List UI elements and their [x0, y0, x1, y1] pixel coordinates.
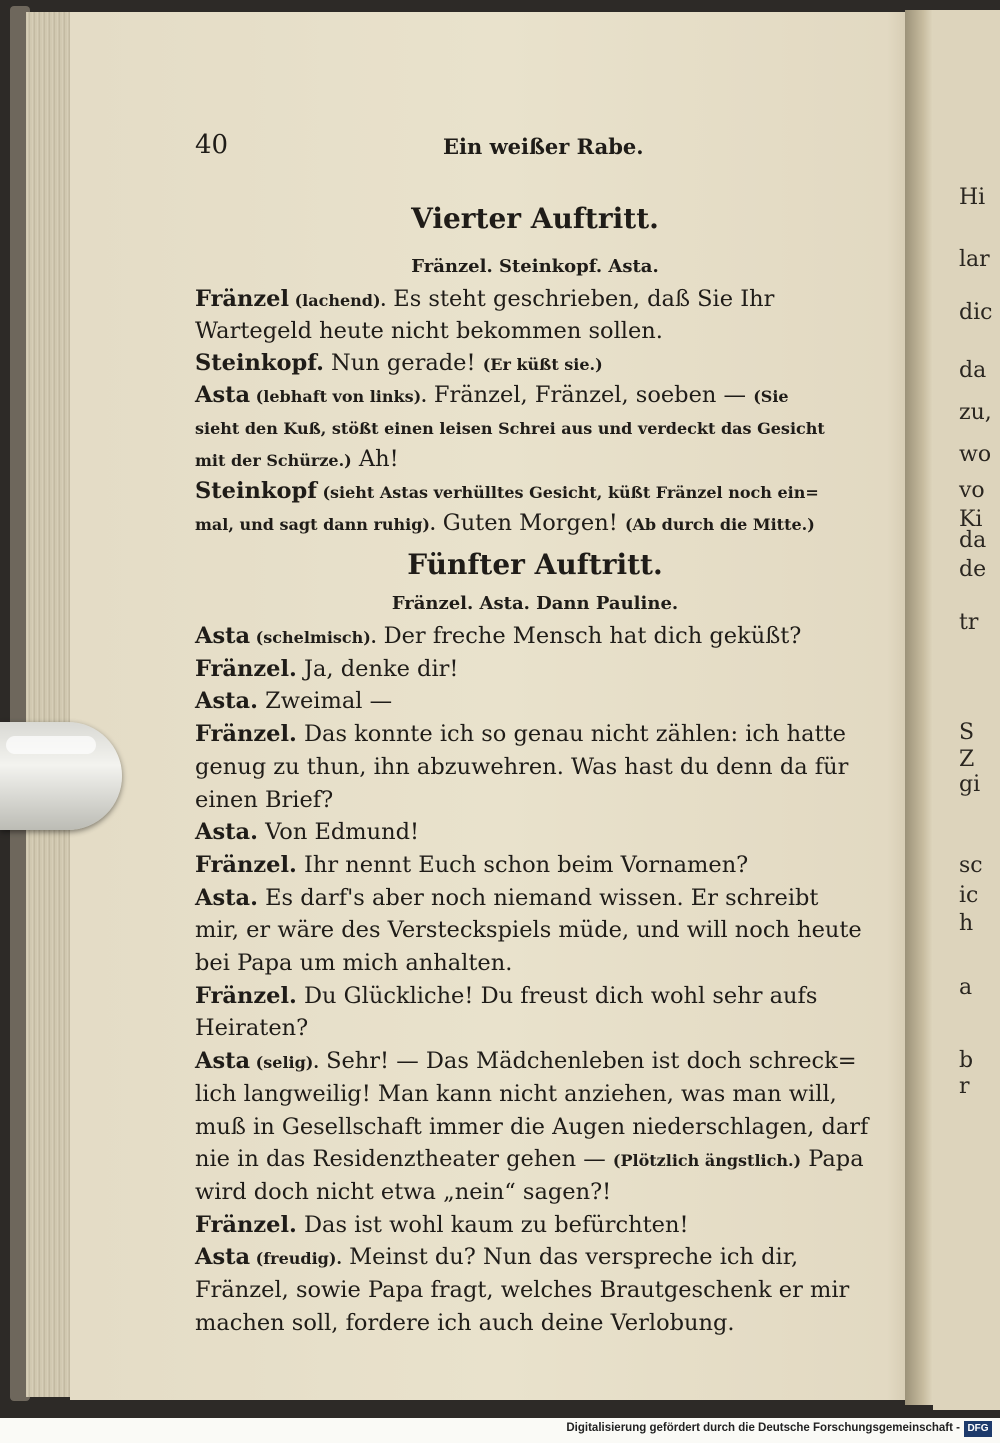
stage-direction: mal, und sagt dann ruhig).: [195, 515, 436, 534]
text-line: [195, 1146, 864, 1172]
running-title: Ein weißer Rabe.: [443, 134, 644, 159]
next-page-edge: [933, 10, 1000, 1410]
next-page-fragment: zu,: [959, 400, 992, 425]
text-line: [195, 1015, 308, 1041]
page-clip: [0, 722, 122, 830]
text-line: [195, 478, 819, 504]
text-line: [195, 446, 399, 472]
text-line: [195, 721, 846, 747]
text-line: [195, 286, 774, 312]
dialogue-text: Papa: [801, 1146, 864, 1173]
speaker-name: Asta: [195, 1244, 251, 1271]
next-page-fragment: Ki: [959, 507, 983, 532]
text-line: [195, 1310, 735, 1336]
text-line: [195, 1244, 798, 1270]
dialogue-text: Ah!: [351, 446, 399, 472]
stage-direction: mit der Schürze.): [195, 451, 352, 470]
footer-credit: Digitalisierung gefördert durch die Deutsche Forschungsgemeinschaft -: [566, 1422, 960, 1434]
book-gutter: [905, 10, 935, 1405]
dialogue-text: Meinst du? Nun das verspreche ich dir,: [341, 1244, 799, 1271]
text-line: [195, 688, 392, 714]
next-page-fragment: r: [959, 1074, 970, 1099]
dialogue-text: Nun gerade!: [323, 350, 483, 376]
next-page-fragment: da: [959, 358, 987, 383]
dialogue-text: Wartegeld heute nicht bekommen sollen.: [195, 318, 663, 344]
dialogue-text: Sehr! — Das Mädchenleben ist doch schreck=: [318, 1048, 857, 1075]
text-line: [195, 983, 817, 1009]
dialogue-text: einen Brief?: [195, 786, 334, 813]
page-edges: [26, 12, 76, 1397]
speaker-name: Asta: [195, 1048, 251, 1075]
stage-direction: (Er küßt sie.): [482, 355, 603, 374]
text-line: [195, 1277, 849, 1303]
text-line: [195, 1048, 857, 1074]
dialogue-text: wird doch nicht etwa „nein“ sagen?!: [195, 1178, 612, 1205]
stage-direction: (lachend).: [289, 291, 387, 310]
dialogue-text: Guten Morgen!: [435, 510, 625, 536]
stage-direction: (schelmisch).: [250, 628, 377, 647]
text-line: [195, 350, 603, 376]
text-line: [195, 852, 748, 878]
text-line: [195, 1081, 837, 1107]
text-line: [195, 754, 848, 780]
next-page-fragment: da: [959, 528, 987, 553]
dialogue-text: lich langweilig! Man kann nicht anziehen, was man will,: [195, 1080, 837, 1107]
scene-4-title: Vierter Auftritt.: [411, 202, 659, 235]
text-line: [195, 414, 825, 440]
dialogue-text: machen soll, fordere ich auch deine Verlobung.: [195, 1309, 735, 1336]
stage-direction: (sieht Astas verhülltes Gesicht, küßt Fränzel noch ein=: [316, 483, 819, 502]
scene-4-cast: Fränzel. Steinkopf. Asta.: [411, 256, 659, 277]
dialogue-text: Das ist wohl kaum zu befürchten!: [296, 1211, 689, 1238]
next-page-fragment: a: [959, 975, 973, 1000]
text-line: [195, 510, 815, 536]
scene-5-title: Fünfter Auftritt.: [407, 548, 663, 581]
dialogue-text: Fränzel, sowie Papa fragt, welches Brautgeschenk er mir: [195, 1277, 850, 1303]
dialogue-text: Zweimal —: [257, 688, 393, 715]
speaker-name: Asta: [195, 623, 251, 649]
text-line: [195, 1212, 689, 1238]
stage-direction: sieht den Kuß, stößt einen leisen Schrei aus und verdeckt das Gesicht: [195, 419, 825, 438]
dialogue-text: muß in Gesellschaft immer die Augen niederschlagen, darf: [195, 1113, 869, 1140]
dialogue-text: Du Glückliche! Du freust dich wohl sehr aufs: [296, 982, 818, 1009]
next-page-fragment: tr: [959, 610, 979, 635]
stage-direction: (selig).: [250, 1053, 319, 1073]
dialogue-text: Es darf's aber noch niemand wissen. Er schreibt: [257, 884, 819, 911]
speaker-name: Asta.: [195, 688, 258, 715]
dialogue-text: Heiraten?: [195, 1015, 309, 1042]
speaker-name: Steinkopf: [195, 478, 317, 504]
text-line: [195, 1114, 868, 1140]
text-line: [195, 917, 862, 943]
next-page-fragment: sc: [959, 853, 983, 878]
next-page-fragment: h: [959, 911, 974, 936]
dialogue-text: Der freche Mensch hat dich geküßt?: [376, 623, 802, 649]
text-line: [195, 885, 818, 911]
text-line: [195, 1179, 611, 1205]
text-line: [195, 318, 663, 344]
speaker-name: Fränzel: [195, 286, 290, 312]
next-page-fragment: ic: [959, 883, 979, 908]
dialogue-text: genug zu thun, ihn abzuwehren. Was hast du denn da für: [195, 753, 849, 780]
next-page-fragment: gi: [959, 772, 981, 797]
speaker-name: Fränzel.: [195, 982, 297, 1009]
speaker-name: Fränzel.: [195, 1211, 297, 1238]
next-page-fragment: wo: [959, 442, 992, 467]
speaker-name: Asta.: [195, 884, 258, 911]
dialogue-text: Fränzel, Fränzel, soeben —: [426, 382, 754, 408]
footer: [0, 1418, 1000, 1443]
stage-direction: (lebhaft von links).: [250, 387, 427, 406]
speaker-name: Fränzel.: [195, 851, 297, 878]
speaker-name: Fränzel.: [195, 721, 297, 748]
dialogue-text: Von Edmund!: [257, 819, 420, 846]
next-page-fragment: de: [959, 557, 987, 582]
text-line: [195, 787, 333, 813]
next-page-fragment: b: [959, 1048, 974, 1073]
dialogue-text: Das konnte ich so genau nicht zählen: ich hatte: [296, 721, 846, 748]
stage-direction: (freudig).: [250, 1249, 342, 1269]
page-header: [195, 130, 875, 160]
page-number: 40: [195, 130, 229, 160]
stage-direction: (Ab durch die Mitte.): [624, 515, 815, 534]
dialogue-text: Es steht geschrieben, daß Sie Ihr: [386, 286, 775, 312]
scene-5-cast: Fränzel. Asta. Dann Pauline.: [391, 593, 679, 614]
text-line: [195, 382, 789, 408]
dialogue-text: Ihr nennt Euch schon beim Vornamen?: [296, 851, 749, 878]
next-page-fragment: dic: [959, 300, 993, 325]
dialogue-text: Ja, denke dir!: [296, 655, 459, 682]
dialogue-text: bei Papa um mich anhalten.: [195, 950, 513, 976]
next-page-fragment: S: [959, 720, 975, 745]
speaker-name: Asta: [195, 382, 251, 408]
text-line: [195, 623, 801, 649]
speaker-name: Steinkopf.: [195, 350, 324, 376]
text-line: [195, 950, 512, 976]
text-line: [195, 656, 458, 682]
next-page-fragment: Hi: [959, 185, 986, 210]
dialogue-text: nie in das Residenztheater gehen —: [195, 1146, 613, 1173]
next-page-fragment: Z: [959, 747, 975, 772]
stage-direction: (Sie: [753, 387, 789, 406]
dialogue-text: mir, er wäre des Versteckspiels müde, und will noch heute: [195, 917, 862, 944]
stage-direction: (Plötzlich ängstlich.): [612, 1151, 802, 1171]
next-page-fragment: vo: [959, 478, 985, 503]
dfg-logo: DFG: [964, 1421, 992, 1437]
speaker-name: Fränzel.: [195, 655, 297, 682]
next-page-fragment: lar: [959, 247, 990, 272]
text-line: [195, 819, 419, 845]
speaker-name: Asta.: [195, 819, 258, 846]
